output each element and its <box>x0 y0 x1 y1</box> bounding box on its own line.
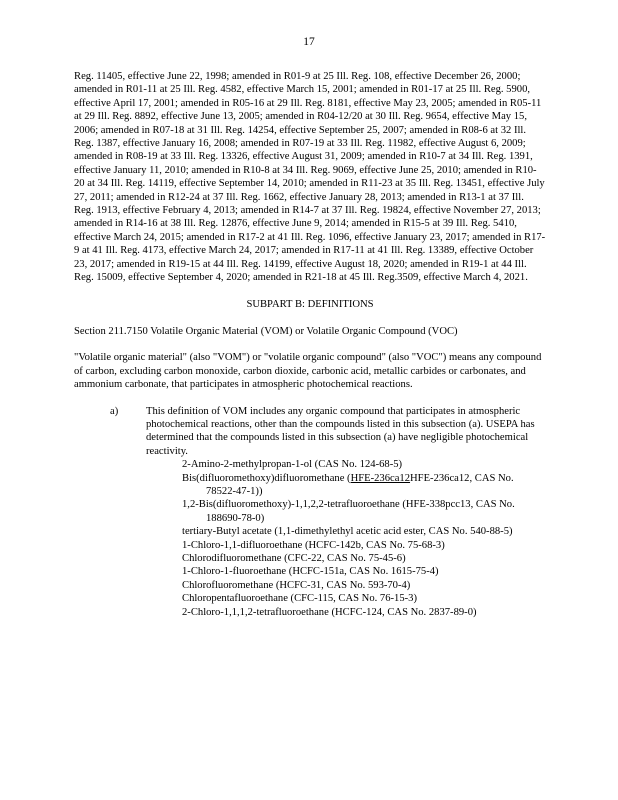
underlined-insertion: HFE-236ca12 <box>350 472 411 484</box>
compound-item: 2-Amino-2-methylpropan-1-ol (CAS No. 124-68-5) <box>182 459 403 471</box>
definition-paragraph: "Volatile organic material" (also "VOM") or "volatile organic compound" (also "VOC") means any compound of carbon, excluding carbon monoxide, carbon dioxide, carbonic acid, metallic carbides or carbonates, and ammonium carbonate, that participates in atmospheric photochemical reactions. <box>74 352 542 391</box>
compound-item: 1-Chloro-1-fluoroethane (HCFC-151a, CAS No. 1615-75-4) <box>182 566 439 578</box>
document-body <box>74 70 546 619</box>
section-heading: Section 211.7150 Volatile Organic Material (VOM) or Volatile Organic Compound (VOC) <box>74 325 458 337</box>
compound-item: Chloropentafluoroethane (CFC-115, CAS No. 76-15-3) <box>182 593 417 605</box>
compound-item: 1,2-Bis(difluoromethoxy)-1,1,2,2-tetrafluoroethane (HFE-338pcc13, CAS No. 188690-78-0) <box>182 499 515 524</box>
subsection-marker: a) <box>110 405 119 417</box>
compound-item: 2-Chloro-1,1,1,2-tetrafluoroethane (HCFC-124, CAS No. 2837-89-0) <box>182 606 477 618</box>
subsection-text: This definition of VOM includes any organic compound that participates in atmospheric photochemical reactions, other than the compounds listed in this subsection (a). USEPA has determined that the compounds listed in this subsection (a) have negligible photochemical reactivity. <box>146 405 535 457</box>
amendment-history: Reg. 11405, effective June 22, 1998; amended in R01-9 at 25 Ill. Reg. 108, effective December 26, 2000; amended in R01-11 at 25 Ill. Reg. 4582, effective March 15, 2001; amended in R01-17 at 25 Ill. Reg. 5900, effective April 17, 2001; amended in R05-16 at 29 Ill. Reg. 8181, effective May 23, 2005; amended in R05-11 at 29 Ill. Reg. 8892, effective June 13, 2005; amended in R04-12/20 at 30 Ill. Reg. 9654, effective May 15, 2006; amended in R07-18 at 31 Ill. Reg. 14254, effective September 25, 2007; amended in R08-6 at 32 Ill. Reg. 1387, effective January 16, 2008; amended in R07-19 at 33 Ill. Reg. 11982, effective August 6, 2009; amended in R08-19 at 33 Ill. Reg. 13326, effective August 31, 2009; amended in R10-7 at 34 Ill. Reg. 1391, effective January 11, 2010; amended in R10-8 at 34 Ill. Reg. 9069, effective June 25, 2010; amended in R10-20 at 34 Ill. Reg. 14119, effective September 14, 2010; amended in R11-23 at 35 Ill. Reg. 13451, effective July 27, 2011; amended in R12-24 at 37 Ill. Reg. 1662, effective January 28, 2013; amended in R13-1 at 37 Ill. Reg. 1913, effective February 4, 2013; amended in R14-7 at 37 Ill. Reg. 19824, effective November 27, 2013; amended in R14-16 at 38 Ill. Reg. 12876, effective June 9, 2014; amended in R15-5 at 39 Ill. Reg. 5410, effective March 24, 2015; amended in R17-2 at 41 Ill. Reg. 1096, effective January 23, 2017; amended in R17-9 at 41 Ill. Reg. 4173, effective March 24, 2017; amended in R17-11 at 41 Ill. Reg. 13389, effective October 23, 2017; amended in R19-15 at 44 Ill. Reg. 14199, effective August 18, 2020; amended in R19-1 at 44 Ill. Reg. 15009, effective September 4, 2020; amended in R21-18 at 45 Ill. Reg.3509, effective March 4, 2021. <box>74 71 546 284</box>
compound-name-prefix: Bis(difluoromethoxy)difluoromethane ( <box>182 472 351 484</box>
compound-name-suffix: HFE-236ca12, CAS No. 78522-47-1)) <box>206 472 514 497</box>
compound-item: 1-Chloro-1,1-difluoroethane (HCFC-142b, CAS No. 75-68-3) <box>182 539 445 551</box>
compound-item: Chlorofluoromethane (HCFC-31, CAS No. 593-70-4) <box>182 579 411 591</box>
subsection-a <box>74 405 546 620</box>
compound-item <box>182 472 546 499</box>
page-number: 17 <box>303 36 315 48</box>
compound-item: Chlorodifluoromethane (CFC-22, CAS No. 75-45-6) <box>182 553 406 564</box>
subpart-heading: SUBPART B: DEFINITIONS <box>246 298 374 310</box>
compound-list <box>146 458 546 619</box>
compound-item: tertiary-Butyl acetate (1,1-dimethylethyl acetic acid ester, CAS No. 540-88-5) <box>182 526 513 538</box>
